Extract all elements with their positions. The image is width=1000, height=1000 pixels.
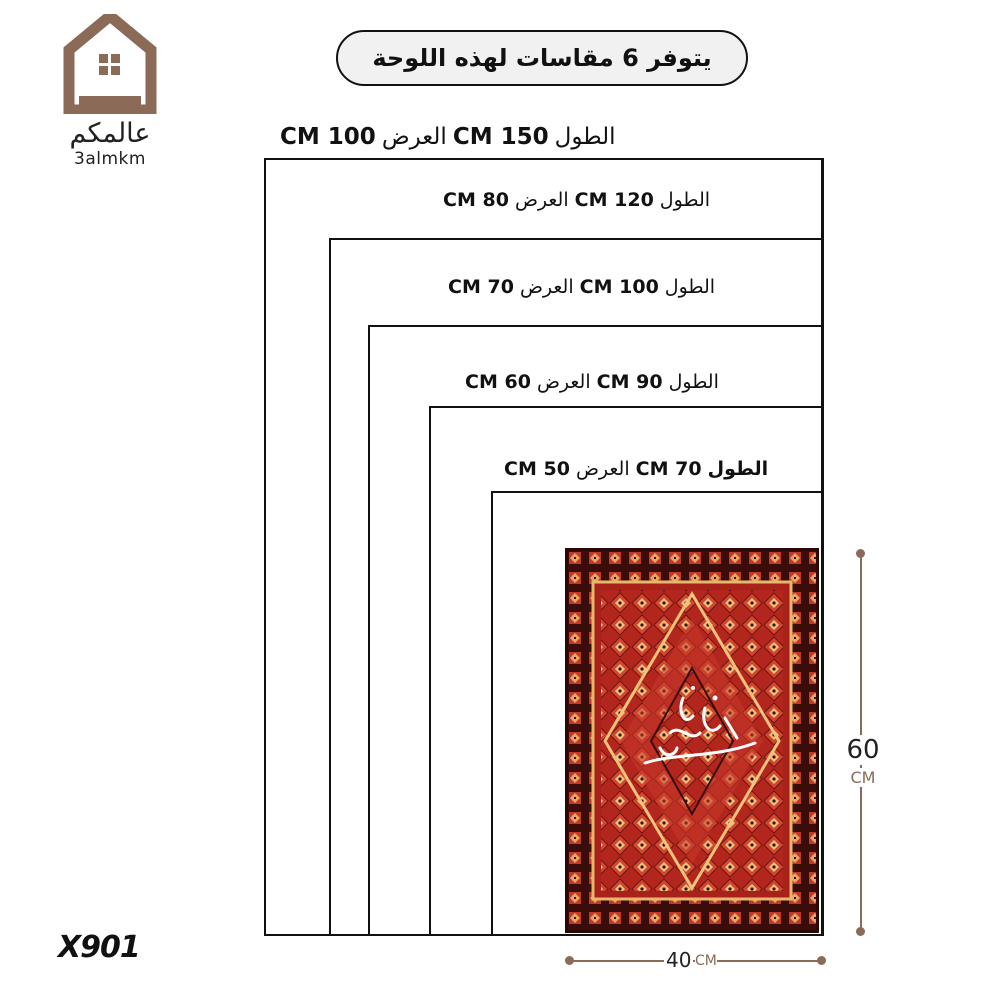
width-label: العرض (381, 124, 447, 150)
width-value: 80 CM (443, 189, 509, 211)
height-dimension-bottom-dot (856, 927, 865, 936)
brand-logo (55, 14, 165, 169)
size-label-70x50 (504, 458, 768, 480)
product-code: X901 (58, 930, 140, 965)
size-label-100x70 (448, 276, 715, 298)
length-label: الطول (707, 458, 769, 480)
width-value: 70 CM (448, 276, 514, 298)
width-value: 100 CM (280, 124, 376, 150)
size-label-120x80 (443, 189, 710, 211)
length-label: الطول (664, 276, 716, 298)
brand-name-english: 3almkm (74, 149, 146, 169)
width-value: 60 CM (465, 371, 531, 393)
width-value: 40 (666, 948, 692, 972)
house-icon (55, 14, 165, 114)
brand-name-arabic: عالمكم (69, 118, 151, 149)
height-unit: CM (838, 768, 888, 787)
frames-right-edge (821, 158, 824, 936)
width-label: العرض (514, 189, 569, 211)
width-dimension-right-dot (817, 956, 826, 965)
product-artwork (565, 548, 819, 933)
length-label: الطول (668, 371, 719, 393)
length-label: الطول (659, 189, 711, 211)
length-value: 150 CM (452, 124, 549, 150)
length-value: 100 CM (579, 276, 659, 298)
size-label-150x100 (280, 124, 615, 150)
width-unit: CM (695, 953, 717, 969)
width-label: العرض (575, 458, 630, 480)
size-label-90x60 (465, 371, 719, 393)
length-value: 90 CM (596, 371, 663, 393)
sizes-available-banner: يتوفر 6 مقاسات لهذه اللوحة (336, 30, 748, 86)
length-value: 120 CM (574, 189, 654, 211)
carpet-pattern-image (565, 548, 819, 933)
length-label: الطول (554, 124, 616, 150)
length-value: 70 CM (635, 458, 702, 480)
height-value: 60 (838, 735, 888, 765)
width-label: العرض (519, 276, 574, 298)
width-label: العرض (536, 371, 591, 393)
width-value: 50 CM (504, 458, 570, 480)
